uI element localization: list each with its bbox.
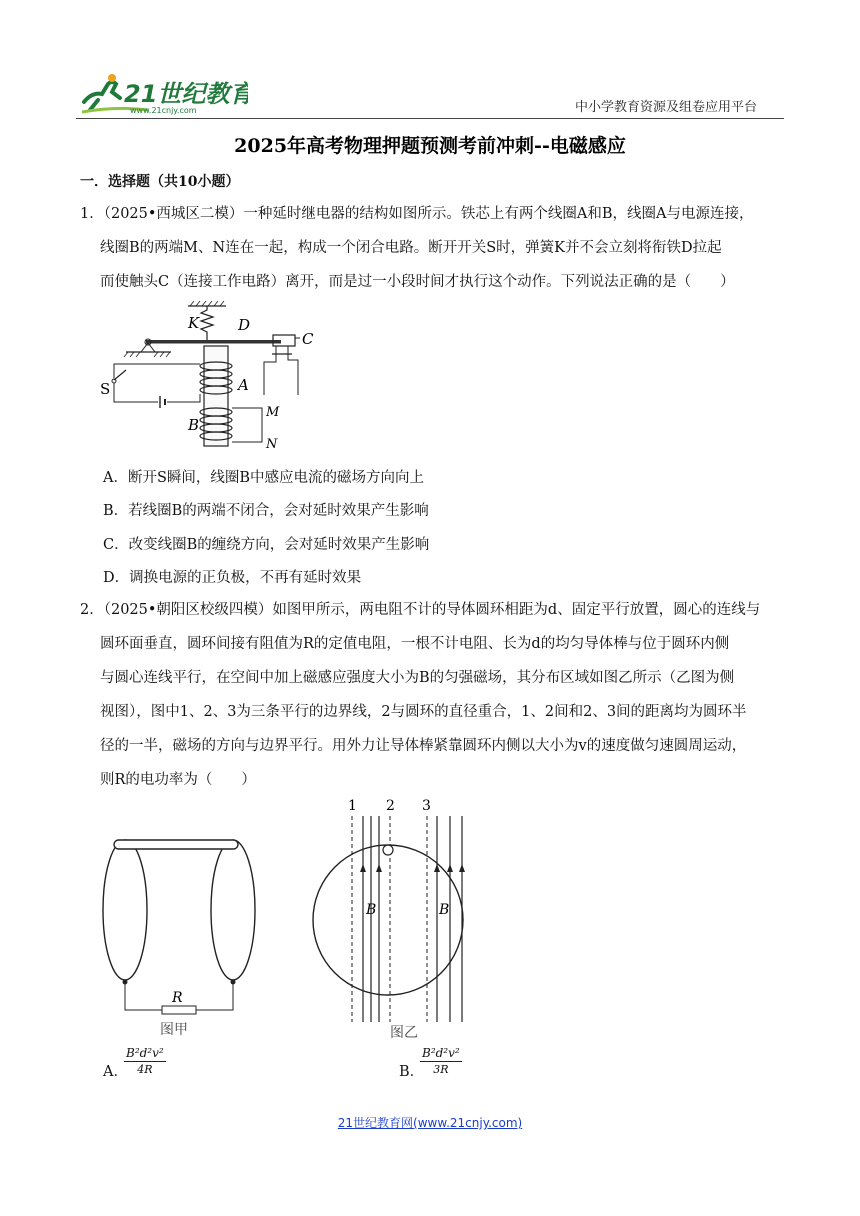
figure-yi xyxy=(300,790,500,1040)
q2-line-6: 则R的电功率为（ ） xyxy=(100,772,256,788)
q1-line-1: 1．（2025•西城区二模）一种延时继电器的结构如图所示。铁芯上有两个线圈A和B，线圈A与电源连接， xyxy=(80,206,754,222)
label-b-left: B xyxy=(366,902,377,918)
label-r: R xyxy=(172,990,183,1006)
q2-line-2: 圆环面垂直，圆环间接有阻值为R的定值电阻，一根不计电阻、长为d的均匀导体棒与位于圆环内侧 xyxy=(100,636,730,652)
label-b: B xyxy=(188,416,200,434)
q1-line-3: 而使触头C（连接工作电路）离开，而是过一小段时间才执行这个动作。下列说法正确的是（ ） xyxy=(100,274,735,290)
q1-option-c[interactable]: C．改变线圈B的缠绕方向，会对延时效果产生影响 xyxy=(103,537,430,553)
label-b-right: B xyxy=(439,902,450,918)
q2-option-b-denominator: 3R xyxy=(433,1063,449,1076)
q1-option-d[interactable]: D．调换电源的正负极，不再有延时效果 xyxy=(103,570,362,586)
label-1: 1 xyxy=(348,798,357,814)
q2-option-b-numerator: B²d²v² xyxy=(422,1046,460,1060)
label-m: M xyxy=(266,405,280,420)
q2-line-4: 视图），图中1、2、3为三条平行的边界线，2与圆环的直径重合，1、2间和2、3间的距离均为圆环半 xyxy=(100,704,747,720)
q1-option-b[interactable]: B．若线圈B的两端不闭合，会对延时效果产生影响 xyxy=(103,503,429,519)
label-c: C xyxy=(302,330,314,348)
q1-option-a[interactable]: A．断开S瞬间，线圈B中感应电流的磁场方向向上 xyxy=(103,470,425,486)
armature-bar xyxy=(146,340,281,344)
label-k: K xyxy=(188,314,200,332)
q2-line-5: 径的一半，磁场的方向与边界平行。用外力让导体棒紧靠圆环内侧以大小为v的速度做匀速圆周运动， xyxy=(100,738,747,754)
q2-option-a-denominator: 4R xyxy=(137,1063,153,1076)
q2-line-3: 与圆心连线平行，在空间中加上磁感应强度大小为B的匀强磁场，其分布区域如图乙所示（乙图为侧 xyxy=(100,670,735,686)
footer-link[interactable]: 21世纪教育网(www.21cnjy.com) xyxy=(337,1116,523,1130)
header-divider xyxy=(76,118,784,119)
label-s: S xyxy=(100,380,111,398)
q2-option-a-fraction xyxy=(124,1046,166,1076)
platform-name: 中小学教育资源及组卷应用平台 xyxy=(575,100,758,115)
q2-option-a-numerator: B²d²v² xyxy=(126,1046,164,1060)
logo-runner-icon xyxy=(78,72,248,116)
label-2: 2 xyxy=(386,798,395,814)
relay-figure xyxy=(96,300,326,452)
rod-cross-section xyxy=(383,845,393,855)
q2-option-b-fraction xyxy=(420,1046,462,1076)
ring-side-view xyxy=(313,845,463,995)
logo-text: 21世纪教育 xyxy=(124,80,248,108)
label-n: N xyxy=(266,437,278,452)
section-heading: 一．选择题（共10小题） xyxy=(80,174,240,190)
q2-option-b-prefix: B． xyxy=(399,1064,425,1080)
q2-option-a-prefix: A． xyxy=(103,1064,128,1080)
label-a: A xyxy=(238,376,249,394)
q1-line-2: 线圈B的两端M、N连在一起，构成一个闭合电路。断开开关S时，弹簧K并不会立刻将衔铁D拉起 xyxy=(100,240,722,256)
caption-jia: 图甲 xyxy=(160,1022,188,1038)
caption-yi: 图乙 xyxy=(390,1025,418,1040)
label-d: D xyxy=(238,316,251,334)
page-title: 2025年高考物理押题预测考前冲刺--电磁感应 xyxy=(234,135,626,157)
conductor-rod xyxy=(114,840,238,849)
figure-jia xyxy=(96,830,256,1040)
q2-line-1: 2．（2025•朝阳区校级四模）如图甲所示，两电阻不计的导体圆环相距为d、固定平行放置，圆心的连线与 xyxy=(80,602,761,618)
resistor-r xyxy=(162,1006,196,1014)
logo xyxy=(78,72,248,116)
label-3: 3 xyxy=(422,798,431,814)
logo-url: www.21cnjy.com xyxy=(130,106,197,115)
